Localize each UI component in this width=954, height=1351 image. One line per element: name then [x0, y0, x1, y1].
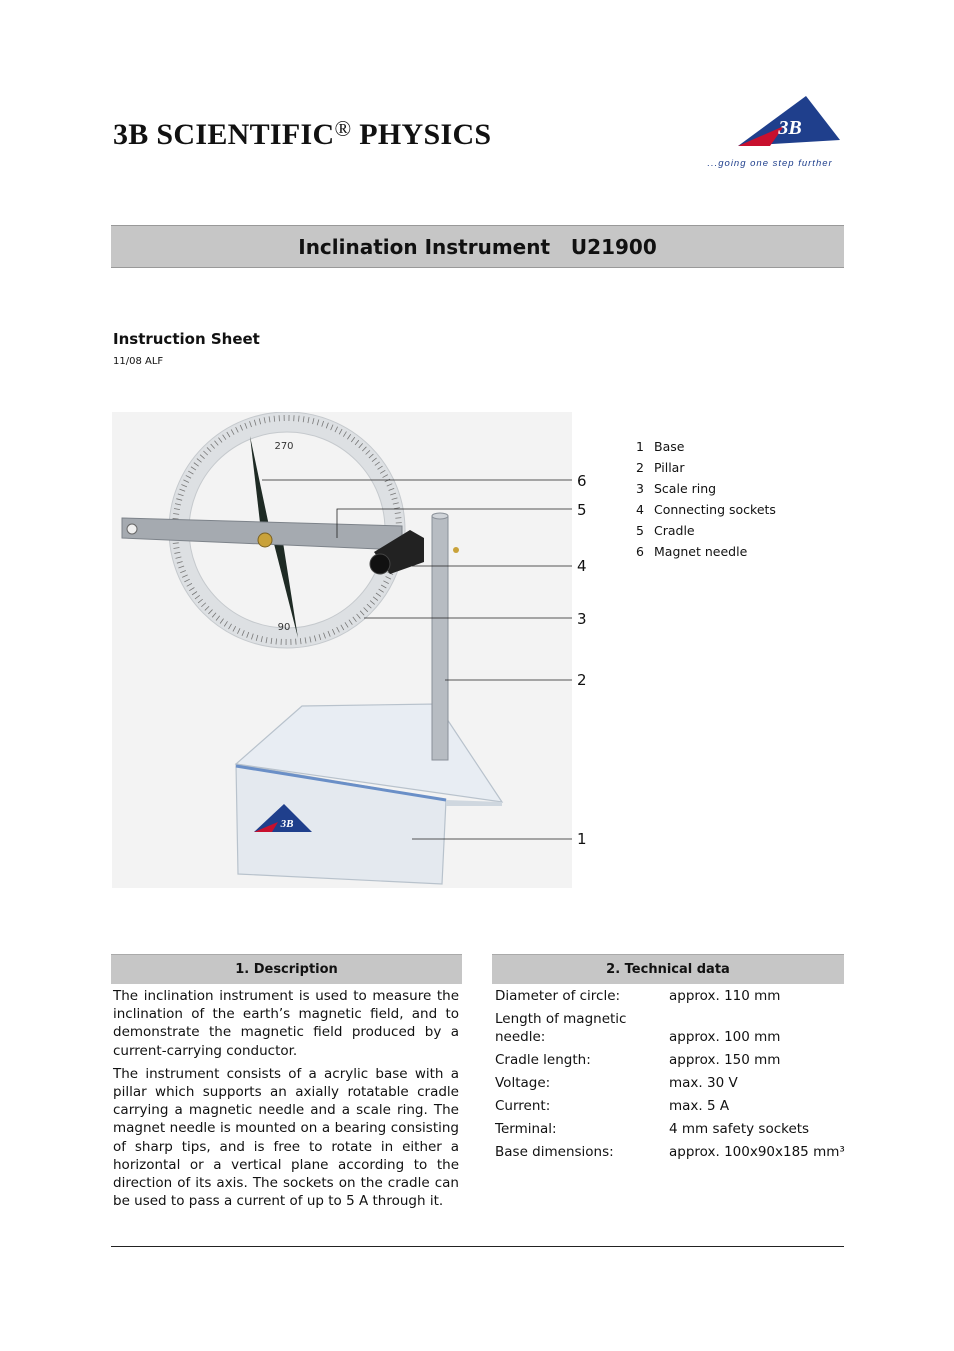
registered-mark: ®: [334, 116, 352, 141]
tech-row: [495, 1010, 845, 1046]
bearing: [258, 533, 272, 547]
brand-heading: [113, 118, 491, 152]
parts-number: 6: [636, 544, 644, 559]
product-figure: [112, 412, 572, 888]
tech-key: Base dimensions:: [495, 1144, 614, 1161]
logo-text: 3B: [778, 117, 802, 139]
base-logo-text: 3B: [280, 818, 294, 830]
parts-list: [636, 436, 776, 562]
tech-row: [495, 1051, 845, 1069]
tech-value: approx. 100x90x185 mm³: [669, 1144, 845, 1161]
tech-key: Terminal:: [495, 1121, 557, 1138]
page-title: Inclination Instrument U21900: [298, 234, 657, 259]
company-logo: [698, 94, 844, 174]
tech-value: approx. 110 mm: [669, 988, 781, 1004]
description-heading: 1. Description: [111, 954, 462, 984]
tech-value: approx. 100 mm: [669, 1029, 781, 1046]
parts-item: [636, 457, 776, 478]
pillar: [432, 516, 448, 760]
cradle-hole: [127, 524, 137, 534]
parts-number: 2: [636, 460, 644, 475]
parts-name: Pillar: [654, 460, 685, 475]
instruction-sheet-label: Instruction Sheet: [113, 330, 260, 348]
parts-name: Magnet needle: [654, 544, 748, 559]
tech-row: [495, 1120, 845, 1138]
footer-rule: [111, 1246, 844, 1247]
parts-item: [636, 520, 776, 541]
brand-tail: PHYSICS: [351, 118, 492, 151]
tech-key: Current:: [495, 1098, 551, 1115]
tech-row: [495, 1074, 845, 1092]
parts-item: [636, 499, 776, 520]
callout-2: 2: [577, 671, 587, 689]
tech-key: Voltage:: [495, 1075, 551, 1092]
callout-3: 3: [577, 610, 587, 628]
tech-row: [495, 1097, 845, 1115]
logo-tagline: ...going one step further: [707, 158, 833, 169]
socket-screw: [453, 547, 459, 553]
tech-row: [495, 1143, 845, 1161]
tech-key: Cradle length:: [495, 1052, 591, 1069]
tech-value: approx. 150 mm: [669, 1052, 781, 1069]
description-body: [113, 987, 459, 1215]
parts-name: Scale ring: [654, 481, 717, 496]
parts-number: 1: [636, 439, 644, 454]
title-bar: [111, 225, 844, 268]
socket-front: [370, 554, 390, 574]
tech-key: Length of magnetic needle:: [495, 1011, 627, 1046]
technical-data-heading: 2. Technical data: [492, 954, 844, 984]
tech-value: max. 30 V: [669, 1075, 738, 1092]
callout-5: 5: [577, 501, 587, 519]
scale-label-270: 270: [274, 441, 294, 452]
pillar-top: [432, 513, 448, 519]
description-paragraph: The instrument consists of a acrylic base with a pillar which supports an axially rotatable cradle carrying a magnetic needle and a scale ring. The magnet needle is mounted on a bearing consisting of sharp tips, and is free to rotate in either a horizontal or a vertical plane according to the direction of its axis. The sockets on the cradle can be used to pass a current of up to 5 A through it.: [113, 1065, 459, 1210]
parts-number: 5: [636, 523, 644, 538]
technical-data-table: [495, 987, 845, 1166]
scale-label-90: 90: [277, 622, 291, 633]
parts-item: [636, 541, 776, 562]
tech-row: [495, 987, 845, 1005]
callout-6: 6: [577, 472, 587, 490]
parts-name: Connecting sockets: [654, 502, 776, 517]
brand-main: 3B SCIENTIFIC: [113, 118, 335, 151]
revision-date: 11/08 ALF: [113, 356, 164, 367]
parts-item: [636, 478, 776, 499]
tech-value: 4 mm safety sockets: [669, 1121, 810, 1138]
parts-item: [636, 436, 776, 457]
tech-value: max. 5 A: [669, 1098, 730, 1115]
description-paragraph: The inclination instrument is used to measure the inclination of the earth’s magnetic field, and to demonstrate the magnetic field produced by a current-carrying conductor.: [113, 988, 459, 1059]
tech-key: Diameter of circle:: [495, 988, 621, 1004]
parts-name: Cradle: [654, 523, 695, 538]
callout-4: 4: [577, 557, 587, 575]
callout-1: 1: [577, 830, 587, 848]
parts-number: 3: [636, 481, 644, 496]
parts-number: 4: [636, 502, 644, 517]
parts-name: Base: [654, 439, 685, 454]
